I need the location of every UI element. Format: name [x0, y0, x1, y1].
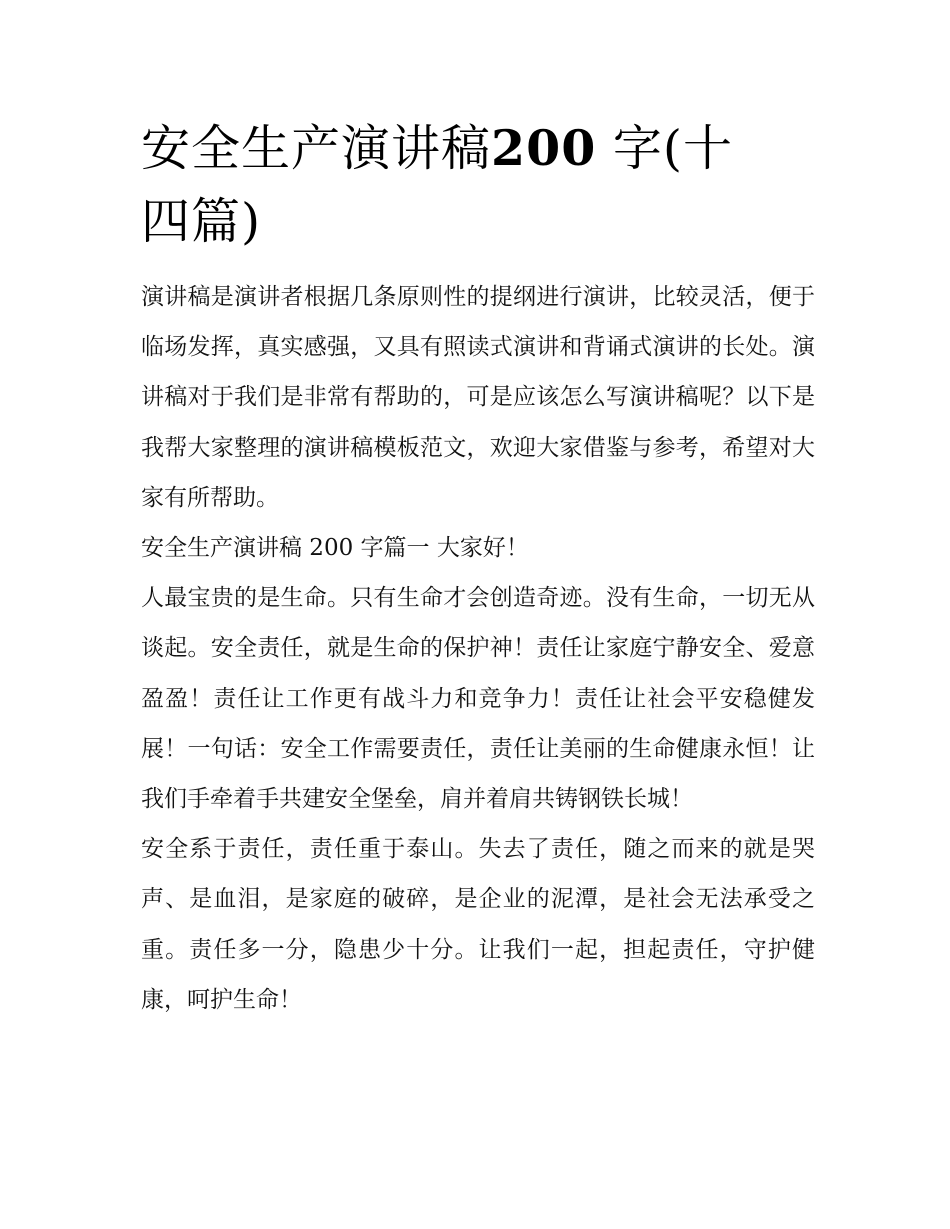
section-heading-paragraph: 安全生产演讲稿 200 字篇一 大家好！: [141, 535, 529, 562]
title-prefix: 安全生产演讲稿: [141, 120, 492, 177]
document-page: [141, 112, 815, 1025]
title-suffix: 字(十四篇): [141, 120, 734, 250]
title-number: 200: [491, 119, 597, 177]
body-paragraph: 安全系于责任，责任重于泰山。失去了责任，随之而来的就是哭声、是血泪，是家庭的破碎，是企业的泥潭，是社会无法承受之重。责任多一分，隐患少十分。让我们一起，担起责任，守护健康，呵护生命！: [141, 836, 815, 1013]
document-title: [141, 112, 781, 258]
intro-paragraph: 演讲稿是演讲者根据几条原则性的提纲进行演讲，比较灵活，便于临场发挥，真实感强，又具有照读式演讲和背诵式演讲的长处。演讲稿对于我们是非常有帮助的，可是应该怎么写演讲稿呢？以下是我帮大家整理的演讲稿模板范文，欢迎大家借鉴与参考，希望对大家有所帮助。: [141, 284, 815, 511]
body-paragraph: 人最宝贵的是生命。只有生命才会创造奇迹。没有生命，一切无从谈起。安全责任，就是生命的保护神！责任让家庭宁静安全、爱意盈盈！责任让工作更有战斗力和竞争力！责任让社会平安稳健发展！一句话：安全工作需要责任，责任让美丽的生命健康永恒！让我们手牵着手共建安全堡垒，肩并着肩共铸钢铁长城！: [141, 585, 815, 813]
document-body: [141, 272, 815, 1025]
